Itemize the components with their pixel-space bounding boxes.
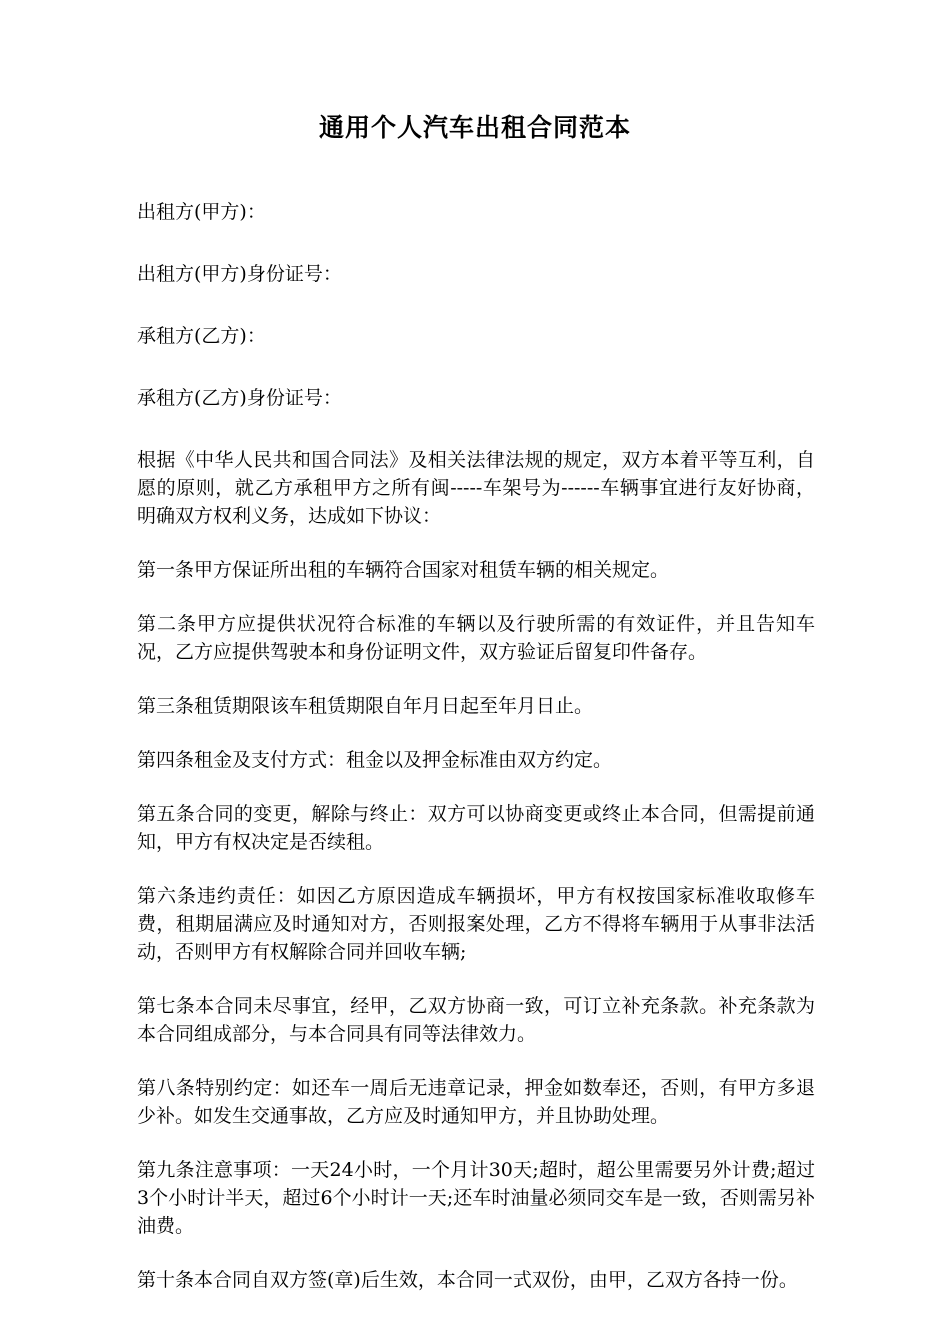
article-4: 第四条租金及支付方式：租金以及押金标准由双方约定。: [137, 749, 613, 771]
lessee-field: 承租方(乙方)：: [137, 325, 266, 347]
article-9: 第九条注意事项：一天24小时，一个月计30天;超时，超公里需要另外计费;超过3个小时计半天，超过6个小时计一天;还车时油量必须同交车是一致，否则需另补油费。: [137, 1159, 815, 1237]
lessor-field: 出租方(甲方)：: [137, 201, 266, 223]
article-8: 第八条特别约定：如还车一周后无违章记录，押金如数奉还，否则，有甲方多退少补。如发生交通事故，乙方应及时通知甲方，并且协助处理。: [137, 1077, 815, 1127]
article-3: 第三条租赁期限该车租赁期限自年月日起至年月日止。: [137, 695, 594, 717]
document-title: 通用个人汽车出租合同范本: [318, 113, 631, 142]
article-1: 第一条甲方保证所出租的车辆符合国家对租赁车辆的相关规定。: [137, 559, 670, 581]
article-7: 第七条本合同未尽事宜，经甲，乙双方协商一致，可订立补充条款。补充条款为本合同组成部分，与本合同具有同等法律效力。: [137, 995, 815, 1045]
article-10: 第十条本合同自双方签(章)后生效，本合同一式双份，由甲，乙双方各持一份。: [137, 1269, 798, 1291]
article-5: 第五条合同的变更，解除与终止：双方可以协商变更或终止本合同，但需提前通知，甲方有权决定是否续租。: [137, 803, 815, 853]
lessor-id-field: 出租方(甲方)身份证号：: [137, 263, 342, 285]
preamble-paragraph: 根据《中华人民共和国合同法》及相关法律法规的规定，双方本着平等互利，自愿的原则，就乙方承租甲方之所有闽-----车架号为------车辆事宜进行友好协商，明确双方权利义务，达成如下协议：: [137, 449, 815, 527]
article-2: 第二条甲方应提供状况符合标准的车辆以及行驶所需的有效证件，并且告知车况，乙方应提供驾驶本和身份证明文件，双方验证后留复印件备存。: [137, 613, 815, 663]
document-body: [137, 198, 815, 1320]
lessee-id-field: 承租方(乙方)身份证号：: [137, 387, 342, 409]
article-6: 第六条违约责任：如因乙方原因造成车辆损坏，甲方有权按国家标准收取修车费，租期届满应及时通知对方，否则报案处理，乙方不得将车辆用于从事非法活动，否则甲方有权解除合同并回收车辆;: [137, 885, 815, 963]
